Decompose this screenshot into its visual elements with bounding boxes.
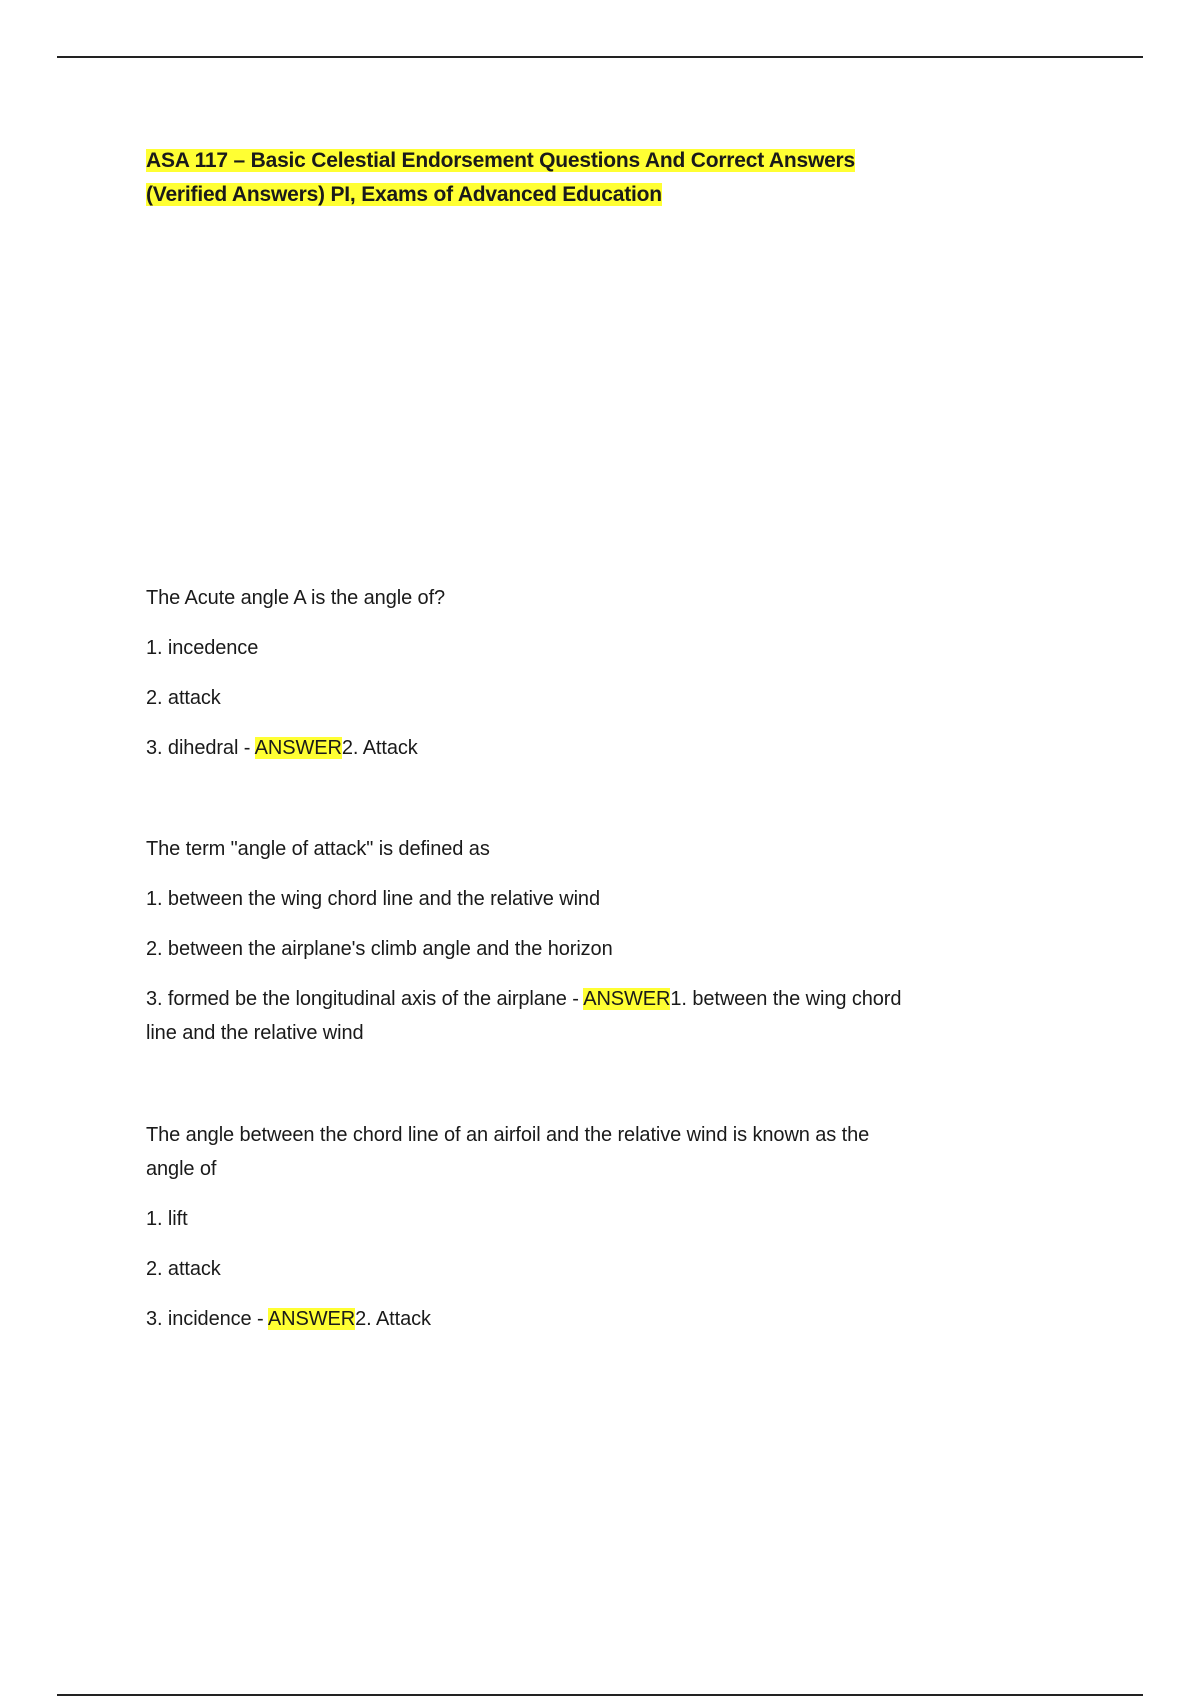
option-1: 1. between the wing chord line and the relative wind bbox=[146, 888, 600, 910]
bottom-rule bbox=[57, 1694, 1143, 1696]
question-prompt: The angle between the chord line of an airfoil and the relative wind is known as the angle of bbox=[146, 1124, 870, 1180]
question-prompt: The Acute angle A is the angle of? bbox=[146, 587, 446, 609]
question-prompt: The term "angle of attack" is defined as bbox=[146, 838, 490, 860]
top-rule bbox=[57, 56, 1143, 58]
answer-text: 1. between the wing chord line and the relative wind bbox=[146, 988, 902, 1044]
option-1: 1. incedence bbox=[146, 637, 259, 659]
option-3-with-answer bbox=[146, 1302, 906, 1336]
answer-label: ANSWER bbox=[267, 1308, 356, 1330]
option-3-with-answer bbox=[146, 731, 906, 765]
question-3 bbox=[146, 1118, 906, 1352]
title-line-1: ASA 117 – Basic Celestial Endorsement Questions And Correct Answers bbox=[146, 149, 856, 172]
option-2: 2. attack bbox=[146, 1258, 221, 1280]
option-3-with-answer bbox=[146, 982, 906, 1050]
option-2: 2. attack bbox=[146, 687, 221, 709]
question-1 bbox=[146, 581, 906, 781]
option-3: 3. dihedral - bbox=[146, 737, 255, 759]
option-3: 3. formed be the longitudinal axis of the airplane - bbox=[146, 988, 584, 1010]
answer-text: 2. Attack bbox=[341, 737, 418, 759]
document-header bbox=[146, 144, 906, 212]
option-2: 2. between the airplane's climb angle and the horizon bbox=[146, 938, 613, 960]
document-title bbox=[146, 144, 906, 212]
title-line-2: (Verified Answers) PI, Exams of Advanced Education bbox=[146, 183, 662, 206]
option-3: 3. incidence - bbox=[146, 1308, 268, 1330]
answer-label: ANSWER bbox=[254, 737, 342, 759]
option-1: 1. lift bbox=[146, 1208, 188, 1230]
answer-text: 2. Attack bbox=[355, 1308, 431, 1330]
answer-label: ANSWER bbox=[583, 988, 671, 1010]
question-2 bbox=[146, 832, 906, 1066]
